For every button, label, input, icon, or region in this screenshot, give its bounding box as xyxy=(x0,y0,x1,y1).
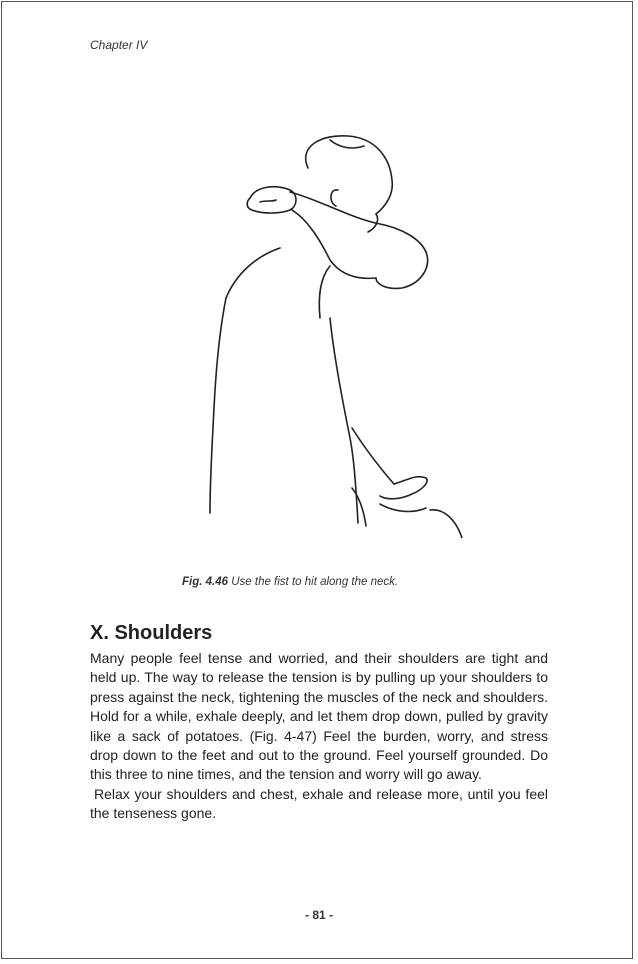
fist xyxy=(247,187,296,213)
ear xyxy=(331,190,338,206)
upper-arm-top xyxy=(290,192,426,252)
fingers xyxy=(380,504,426,511)
elbow xyxy=(376,252,428,288)
hand xyxy=(380,477,427,499)
hair-detail xyxy=(330,140,364,148)
figure-caption-text: Use the fist to hit along the neck. xyxy=(231,576,399,588)
chapter-header: Chapter IV xyxy=(90,38,148,52)
section-title: X. Shoulders xyxy=(90,622,213,644)
front-torso xyxy=(330,318,358,523)
figure-illustration xyxy=(180,128,480,538)
paragraph: Relax your shoulders and chest, exhale and release more, until you feel the tenseness gone. xyxy=(90,785,548,822)
page-number: - 81 - xyxy=(304,908,333,922)
figure-caption xyxy=(182,576,398,588)
figure-number: Fig. 4.46 xyxy=(182,576,229,588)
back-outline xyxy=(210,298,226,513)
lower-arm xyxy=(352,428,394,484)
hip-line xyxy=(352,488,366,526)
fist-knuckles xyxy=(260,200,276,202)
shoulder xyxy=(226,248,280,298)
leg-curve xyxy=(430,510,462,538)
body-text xyxy=(90,649,548,824)
paragraph: Many people feel tense and worried, and their shoulders are tight and held up. The way to release the tension is by pulling up your shoulders to press against the neck, tightening the muscles of the neck and shoulders. Hold for a while, exhale deeply, and let them drop down, pulled by gravity like a sack of potatoes. (Fig. 4-47) Feel the burden, worry, and stress drop down to the feet and out to the ground. Feel yourself grounded. Do this three to nine times, and the tension and worry will go away. xyxy=(90,650,548,783)
sleeve-edge xyxy=(319,266,330,318)
